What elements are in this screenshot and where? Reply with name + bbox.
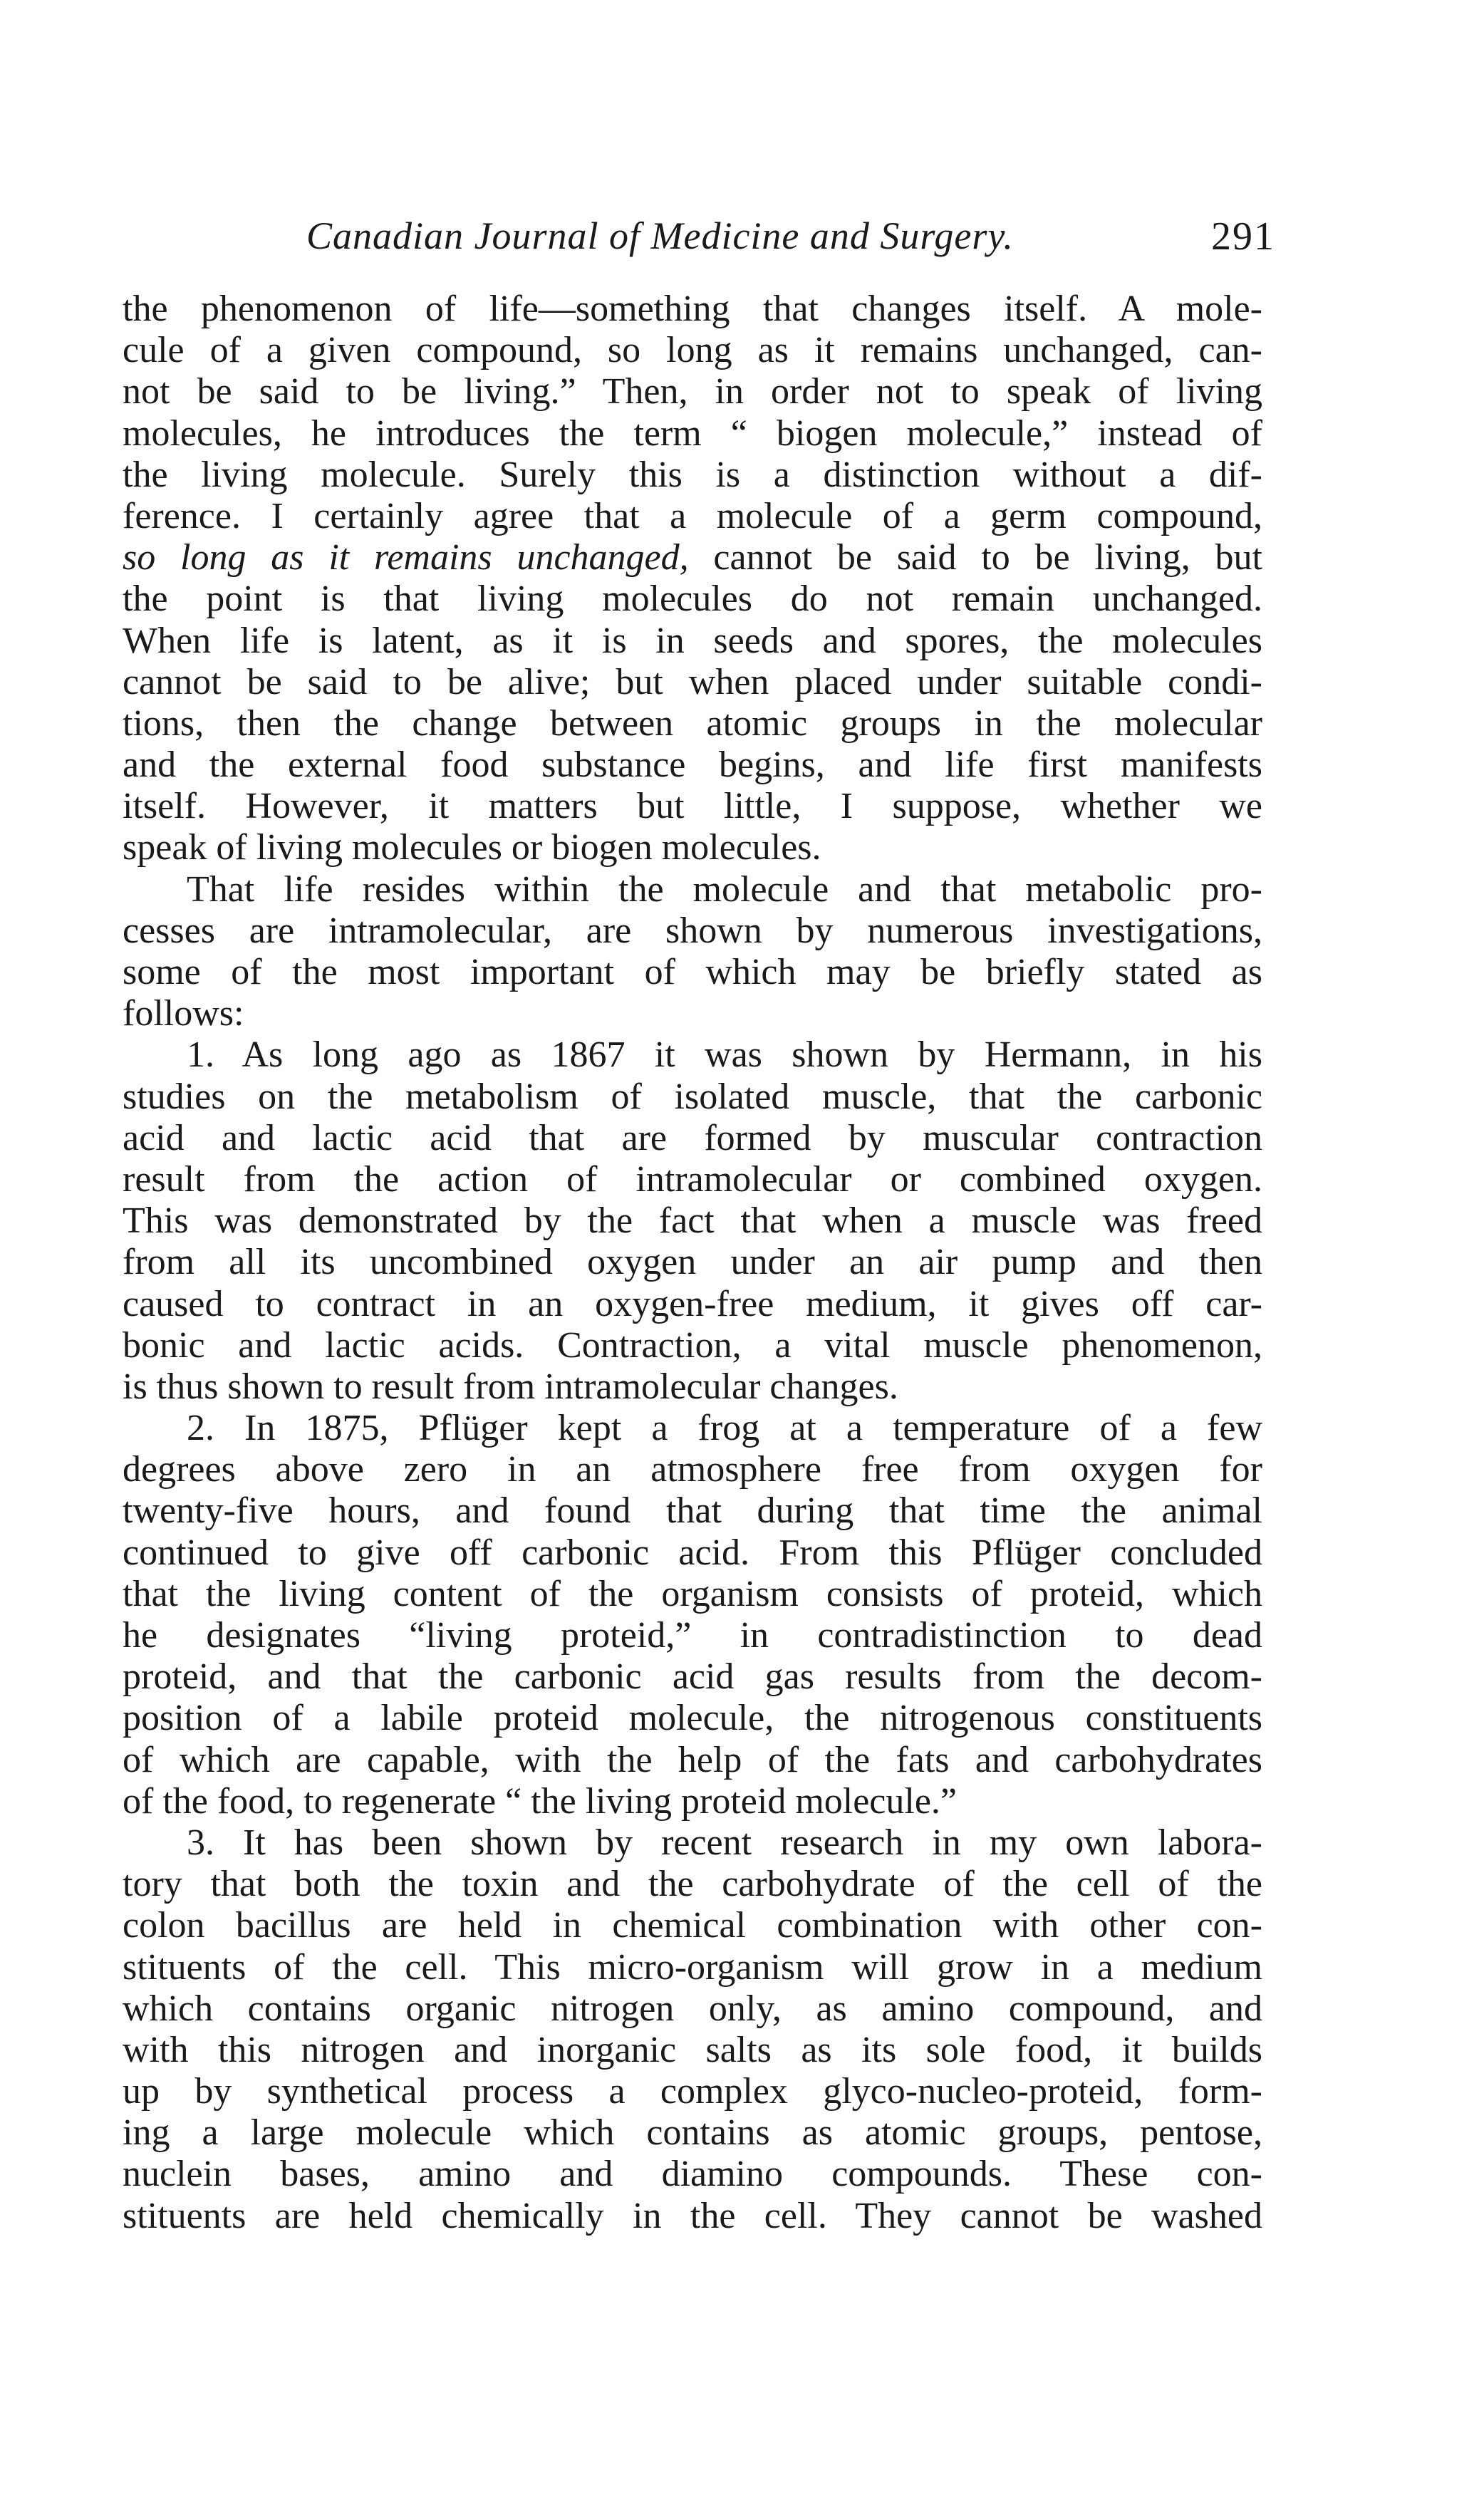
text-line: degrees above zero in an atmosphere free from oxygen for: [123, 1449, 1262, 1490]
text-line: studies on the metabolism of isolated muscle, that the carbonic: [123, 1076, 1262, 1117]
text-line: follows:: [123, 993, 244, 1034]
text-line: cule of a given compound, so long as it remains unchanged, can-: [123, 330, 1262, 371]
body-text: [123, 289, 1262, 2237]
text-line: position of a labile proteid molecule, the nitrogenous constituents: [123, 1698, 1262, 1739]
text-line: the phenomenon of life—something that changes itself. A mole-: [123, 289, 1262, 329]
italic-phrase: so long as it remains unchanged,: [123, 537, 689, 578]
text-line: When life is latent, as it is in seeds and spores, the molecules: [123, 620, 1262, 661]
text-line: ference. I certainly agree that a molecule of a germ compound,: [123, 495, 1262, 536]
text-line: the point is that living molecules do not remain unchanged.: [123, 578, 1262, 620]
text-line: itself. However, it matters but little, I suppose, whether we: [123, 786, 1262, 827]
text-line: speak of living molecules or biogen molecules.: [123, 827, 821, 868]
text-line: from all its uncombined oxygen under an air pump and then: [123, 1242, 1262, 1283]
text-line-italic: [123, 537, 1262, 578]
text-line: the living molecule. Surely this is a distinction without a dif-: [123, 454, 1262, 495]
text-line: caused to contract in an oxygen-free medium, it gives off car-: [123, 1283, 1262, 1324]
text-line: stituents are held chemically in the cell. They cannot be washed: [123, 2195, 1262, 2236]
text-line: tions, then the change between atomic groups in the molecular: [123, 702, 1262, 744]
text-line: with this nitrogen and inorganic salts as its sole food, it builds: [123, 2029, 1262, 2070]
text-line: cesses are intramolecular, are shown by numerous investigations,: [123, 910, 1262, 951]
italic-line-rest: cannot be said to be living, but: [688, 537, 1262, 578]
page-number: 291: [1211, 214, 1275, 259]
text-line: cannot be said to be alive; but when placed under suitable condi-: [123, 661, 1262, 702]
running-title: Canadian Journal of Medicine and Surgery.: [306, 214, 1014, 257]
text-line: of the food, to regenerate “ the living proteid molecule.”: [123, 1780, 957, 1822]
paragraph-start-line: That life resides within the molecule and that metabolic pro-: [187, 868, 1262, 910]
paragraph-start-line: 2. In 1875, Pflüger kept a frog at a temperature of a few: [187, 1408, 1262, 1449]
text-line: stituents of the cell. This micro-organism will grow in a medium: [123, 1946, 1262, 1988]
text-line: some of the most important of which may be briefly stated as: [123, 952, 1262, 992]
text-line: is thus shown to result from intramolecular changes.: [123, 1366, 898, 1407]
text-line: acid and lactic acid that are formed by muscular contraction: [123, 1117, 1262, 1158]
text-line: bonic and lactic acids. Contraction, a vital muscle phenomenon,: [123, 1324, 1262, 1366]
text-line: proteid, and that the carbonic acid gas results from the decom-: [123, 1656, 1262, 1698]
page-header: [121, 214, 1275, 271]
text-line: up by synthetical process a complex glyco-nucleo-proteid, form-: [123, 2071, 1262, 2112]
paragraph-start-line: 3. It has been shown by recent research in my own labora-: [187, 1822, 1262, 1863]
text-line: and the external food substance begins, and life first manifests: [123, 744, 1262, 786]
text-line: that the living content of the organism consists of proteid, which: [123, 1573, 1262, 1614]
text-line: of which are capable, with the help of the fats and carbohydrates: [123, 1739, 1262, 1780]
text-line: he designates “living proteid,” in contradistinction to dead: [123, 1615, 1262, 1656]
text-line: molecules, he introduces the term “ biogen molecule,” instead of: [123, 412, 1262, 454]
text-line: tory that both the toxin and the carbohydrate of the cell of the: [123, 1864, 1262, 1905]
text-line: continued to give off carbonic acid. From this Pflüger concluded: [123, 1532, 1262, 1573]
text-line: nuclein bases, amino and diamino compounds. These con-: [123, 2154, 1262, 2195]
text-line: twenty-five hours, and found that during that time the animal: [123, 1490, 1262, 1532]
paragraph-start-line: 1. As long ago as 1867 it was shown by Hermann, in his: [187, 1034, 1262, 1076]
text-line: This was demonstrated by the fact that when a muscle was freed: [123, 1200, 1262, 1242]
text-line: ing a large molecule which contains as atomic groups, pentose,: [123, 2112, 1262, 2154]
text-line: not be said to be living.” Then, in order not to speak of living: [123, 371, 1262, 412]
text-line: result from the action of intramolecular or combined oxygen.: [123, 1158, 1262, 1200]
text-line: which contains organic nitrogen only, as amino compound, and: [123, 1988, 1262, 2029]
text-line: colon bacillus are held in chemical combination with other con-: [123, 1905, 1262, 1946]
